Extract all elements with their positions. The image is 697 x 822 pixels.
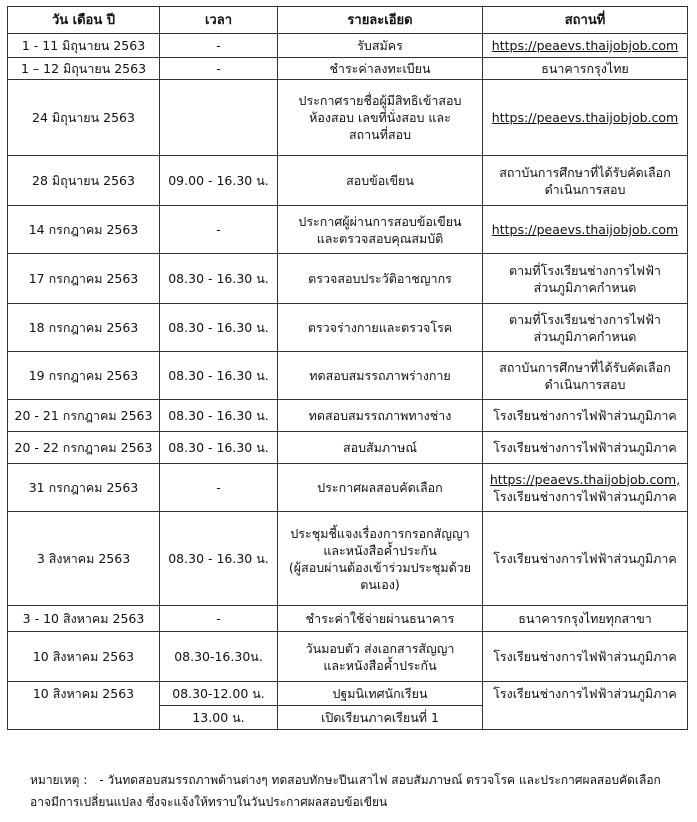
table-body <box>8 34 688 730</box>
cell-time: - <box>160 34 278 58</box>
header-date: วัน เดือน ปี <box>8 7 160 34</box>
place-line: สถาบันการศึกษาที่ได้รับคัดเลือก <box>499 164 671 180</box>
cell-detail <box>278 512 483 606</box>
cell-time: - <box>160 606 278 632</box>
cell-detail <box>278 352 483 400</box>
table-row <box>8 304 688 352</box>
header-place: สถานที่ <box>483 7 688 34</box>
cell-place <box>483 254 688 304</box>
place-link[interactable]: https://peaevs.thaijobjob.com, <box>489 471 681 487</box>
cell-place <box>483 432 688 464</box>
place-line: ส่วนภูมิภาคกำหนด <box>533 328 637 344</box>
cell-date: 3 สิงหาคม 2563 <box>8 512 160 606</box>
table-row <box>8 400 688 432</box>
cell-detail <box>278 464 483 512</box>
table-row <box>8 432 688 464</box>
cell-time: 08.30 - 16.30 น. <box>160 512 278 606</box>
cell-detail: เปิดเรียนภาคเรียนที่ 1 <box>278 706 483 730</box>
detail-line: ชำระค่าใช้จ่ายผ่านธนาคาร <box>305 611 455 626</box>
cell-place <box>483 34 688 58</box>
cell-place <box>483 464 688 512</box>
cell-date: 24 มิถุนายน 2563 <box>8 80 160 156</box>
cell-detail <box>278 254 483 304</box>
header-time: เวลา <box>160 7 278 34</box>
place-link[interactable]: https://peaevs.thaijobjob.com <box>491 110 679 125</box>
detail-line: ทดสอบสมรรถภาพร่างกาย <box>309 368 451 383</box>
place-line: โรงเรียนช่างการไฟฟ้าส่วนภูมิภาค <box>493 440 677 455</box>
cell-time <box>160 80 278 156</box>
table-row <box>8 682 688 706</box>
detail-line: ตนเอง) <box>360 576 400 592</box>
cell-place <box>483 632 688 682</box>
table-header-row <box>8 7 688 34</box>
detail-line: ประชุมชี้แจงเรื่องการกรอกสัญญา <box>290 525 470 541</box>
place-line: ส่วนภูมิภาคกำหนด <box>533 279 637 295</box>
table-row <box>8 254 688 304</box>
cell-date: 10 สิงหาคม 2563 <box>8 632 160 682</box>
detail-line: ประกาศรายชื่อผู้มีสิทธิเข้าสอบ <box>298 93 462 108</box>
place-line: โรงเรียนช่างการไฟฟ้าส่วนภูมิภาค <box>493 649 677 664</box>
detail-line: ห้องสอบ เลขที่นั่งสอบ และ <box>309 110 451 125</box>
table-row <box>8 58 688 80</box>
table-row <box>8 512 688 606</box>
detail-line: และหนังสือค้ำประกัน <box>323 657 437 673</box>
cell-detail <box>278 34 483 58</box>
cell-detail <box>278 400 483 432</box>
cell-date: 28 มิถุนายน 2563 <box>8 156 160 206</box>
table-row <box>8 352 688 400</box>
cell-place <box>483 156 688 206</box>
header-detail: รายละเอียด <box>278 7 483 34</box>
place-line: ตามที่โรงเรียนช่างการไฟฟ้า <box>509 262 661 278</box>
place-line: ธนาคารกรุงไทย <box>541 61 629 76</box>
schedule-table <box>7 6 688 730</box>
table-row <box>8 464 688 512</box>
remark-text: - วันทดสอบสมรรถภาพด้านต่างๆ ทดสอบทักษะปีนเสาไฟ สอบสัมภาษณ์ ตรวจโรค และประกาศผลสอบคัดเลือก อาจมีการเปลี่ยนแปลง ซึ่งจะแจ้งให้ทราบในวันประกาศผลสอบข้อเขียน <box>30 773 661 809</box>
detail-line: ทดสอบสมรรถภาพทางช่าง <box>308 408 452 423</box>
remark <box>30 769 670 813</box>
cell-place: โรงเรียนช่างการไฟฟ้าส่วนภูมิภาค <box>483 682 688 730</box>
table-row <box>8 80 688 156</box>
cell-time: - <box>160 464 278 512</box>
cell-time: 08.30 - 16.30 น. <box>160 400 278 432</box>
detail-line: ตรวจร่างกายและตรวจโรค <box>307 320 453 335</box>
cell-place <box>483 80 688 156</box>
cell-time: - <box>160 58 278 80</box>
cell-date: 10 สิงหาคม 2563 <box>8 682 160 730</box>
place-line: ดำเนินการสอบ <box>544 376 626 392</box>
cell-time: 13.00 น. <box>160 706 278 730</box>
table-row <box>8 606 688 632</box>
cell-detail <box>278 206 483 254</box>
cell-time: 08.30-16.30น. <box>160 632 278 682</box>
cell-date: 14 กรกฎาคม 2563 <box>8 206 160 254</box>
place-line: โรงเรียนช่างการไฟฟ้าส่วนภูมิภาค <box>493 551 677 566</box>
place-line: ตามที่โรงเรียนช่างการไฟฟ้า <box>509 311 661 327</box>
detail-line: รับสมัคร <box>357 38 403 53</box>
detail-line: วันมอบตัว ส่งเอกสารสัญญา <box>305 640 455 656</box>
cell-time: 08.30 - 16.30 น. <box>160 254 278 304</box>
cell-date: 18 กรกฎาคม 2563 <box>8 304 160 352</box>
table-row <box>8 632 688 682</box>
cell-date: 1 - 11 มิถุนายน 2563 <box>8 34 160 58</box>
cell-date: 20 - 22 กรกฎาคม 2563 <box>8 432 160 464</box>
cell-detail <box>278 304 483 352</box>
cell-date: 20 - 21 กรกฎาคม 2563 <box>8 400 160 432</box>
cell-place <box>483 206 688 254</box>
cell-detail <box>278 606 483 632</box>
cell-date: 17 กรกฎาคม 2563 <box>8 254 160 304</box>
table-row <box>8 206 688 254</box>
cell-date: 3 - 10 สิงหาคม 2563 <box>8 606 160 632</box>
cell-time: 08.30 - 16.30 น. <box>160 304 278 352</box>
cell-time: 09.00 - 16.30 น. <box>160 156 278 206</box>
table-row <box>8 156 688 206</box>
cell-place <box>483 400 688 432</box>
cell-time: 08.30-12.00 น. <box>160 682 278 706</box>
cell-detail <box>278 80 483 156</box>
cell-date: 19 กรกฎาคม 2563 <box>8 352 160 400</box>
cell-time: - <box>160 206 278 254</box>
place-line: ดำเนินการสอบ <box>544 181 626 197</box>
detail-line: สอบสัมภาษณ์ <box>342 440 418 455</box>
detail-line: ชำระค่าลงทะเบียน <box>329 61 431 76</box>
detail-line: ประกาศผู้ผ่านการสอบข้อเขียน <box>298 213 462 229</box>
cell-detail <box>278 632 483 682</box>
cell-date: 1 – 12 มิถุนายน 2563 <box>8 58 160 80</box>
place-link[interactable]: https://peaevs.thaijobjob.com <box>491 38 679 53</box>
place-line: โรงเรียนช่างการไฟฟ้าส่วนภูมิภาค <box>493 408 677 423</box>
table-row <box>8 34 688 58</box>
cell-detail <box>278 156 483 206</box>
detail-line: สอบข้อเขียน <box>346 173 414 188</box>
detail-line: ตรวจสอบประวัติอาชญากร <box>308 271 452 286</box>
detail-line: (ผู้สอบผ่านต้องเข้าร่วมประชุมด้วย <box>288 559 472 575</box>
detail-line: สถานที่สอบ <box>348 127 412 142</box>
cell-place <box>483 304 688 352</box>
cell-place <box>483 58 688 80</box>
cell-detail <box>278 432 483 464</box>
cell-place <box>483 606 688 632</box>
cell-detail <box>278 58 483 80</box>
place-line: ธนาคารกรุงไทยทุกสาขา <box>518 611 652 626</box>
detail-line: และตรวจสอบคุณสมบัติ <box>316 230 444 246</box>
remark-label: หมายเหตุ : <box>30 773 88 787</box>
cell-place <box>483 512 688 606</box>
place-line: โรงเรียนช่างการไฟฟ้าส่วนภูมิภาค <box>493 488 677 504</box>
detail-line: และหนังสือค้ำประกัน <box>323 542 437 558</box>
cell-time: 08.30 - 16.30 น. <box>160 432 278 464</box>
detail-line: ประกาศผลสอบคัดเลือก <box>317 480 443 495</box>
cell-detail: ปฐมนิเทศนักเรียน <box>278 682 483 706</box>
cell-date: 31 กรกฎาคม 2563 <box>8 464 160 512</box>
cell-time: 08.30 - 16.30 น. <box>160 352 278 400</box>
place-line: สถาบันการศึกษาที่ได้รับคัดเลือก <box>499 359 671 375</box>
place-link[interactable]: https://peaevs.thaijobjob.com <box>491 222 679 237</box>
cell-place <box>483 352 688 400</box>
